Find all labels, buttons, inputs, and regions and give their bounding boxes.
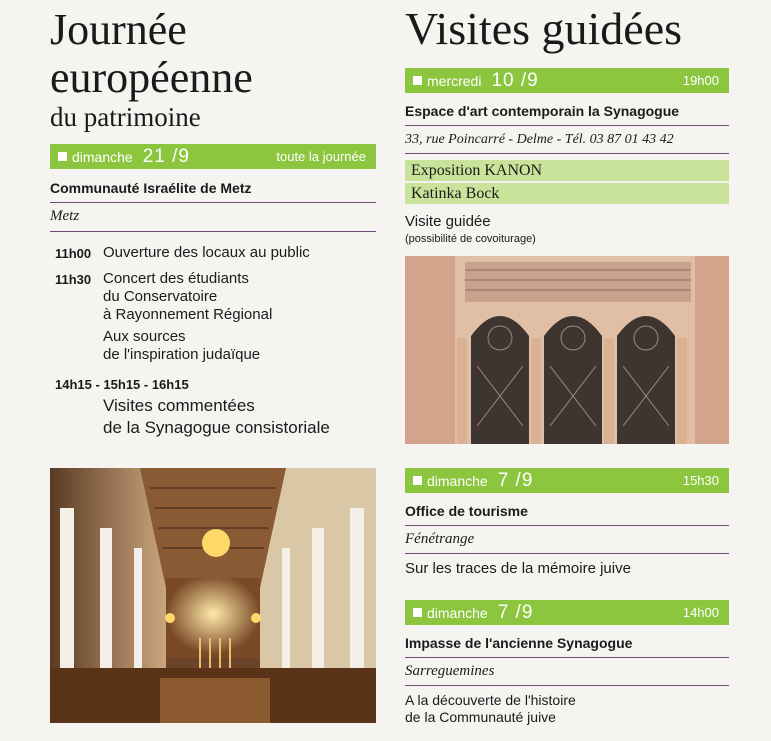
event-date: 10 /9 (491, 69, 539, 91)
visits-text: Visites commentées (103, 396, 255, 415)
event-time: 14h00 (682, 605, 719, 620)
section-title: Visites guidées (405, 3, 683, 54)
divider (405, 657, 729, 658)
divider (405, 125, 729, 126)
page-title-line2: européenne (50, 53, 253, 102)
divider (405, 525, 729, 526)
event-venue: Impasse de l'ancienne Synagogue (405, 635, 633, 651)
event-venue: Espace d'art contemporain la Synagogue (405, 103, 680, 119)
event-time: 15h30 (682, 473, 719, 488)
synagogue-interior-photo (50, 468, 376, 723)
event-day: dimanche (427, 604, 488, 621)
schedule-text: Concert des étudiants (103, 270, 249, 287)
bullet-square-icon (413, 476, 422, 485)
visits-text: de la Synagogue consistoriale (103, 418, 330, 437)
event-date-bar (405, 600, 729, 625)
divider (50, 231, 376, 232)
bullet-square-icon (413, 76, 422, 85)
event-date-bar (50, 144, 376, 169)
event-city: Metz (50, 208, 80, 224)
event-venue: Office de tourisme (405, 503, 528, 519)
bullet-square-icon (58, 152, 67, 161)
event-date: 7 /9 (497, 469, 534, 491)
schedule-text: de l'inspiration judaïque (103, 346, 261, 363)
event-venue: Communauté Israélite de Metz (50, 180, 252, 196)
divider (405, 685, 729, 686)
event-time: 19h00 (682, 73, 719, 88)
bullet-square-icon (413, 608, 422, 617)
event-city: Fénétrange (405, 531, 475, 547)
divider (405, 153, 729, 154)
schedule-text: à Rayonnement Régional (103, 306, 273, 323)
event-address: 33, rue Poincarré - Delme - Tél. 03 87 01 43 42 (405, 132, 674, 147)
visits-times: 14h15 - 15h15 - 16h15 (55, 377, 189, 392)
event-day: dimanche (72, 148, 133, 165)
event-description: de la Communauté juive (405, 709, 556, 725)
page-title-line1: Journée (50, 5, 187, 54)
schedule-time: 11h30 (55, 272, 92, 287)
event-date-bar (405, 68, 729, 93)
event-date: 7 /9 (497, 601, 534, 623)
schedule-text: du Conservatoire (103, 288, 218, 305)
event-date-bar (405, 468, 729, 493)
schedule-text: Aux sources (103, 328, 186, 345)
exhibition-artist: Katinka Bock (405, 183, 729, 204)
event-day: mercredi (427, 72, 482, 89)
event-description: Visite guidée (405, 213, 491, 230)
divider (405, 553, 729, 554)
schedule-time: 11h00 (55, 246, 92, 261)
synagogue-window-photo (405, 256, 729, 444)
event-date: 21 /9 (142, 145, 190, 167)
page-subtitle: du patrimoine (50, 102, 201, 132)
event-note: (possibilité de covoiturage) (405, 233, 536, 245)
exhibition-name: Exposition KANON (405, 160, 729, 181)
event-description: Sur les traces de la mémoire juive (405, 560, 631, 577)
event-description: A la découverte de l'histoire (405, 692, 576, 708)
divider (50, 202, 376, 203)
event-day: dimanche (427, 472, 488, 489)
schedule-text: Ouverture des locaux au public (103, 244, 310, 261)
event-city: Sarreguemines (405, 663, 495, 679)
event-time: toute la journée (276, 149, 366, 164)
